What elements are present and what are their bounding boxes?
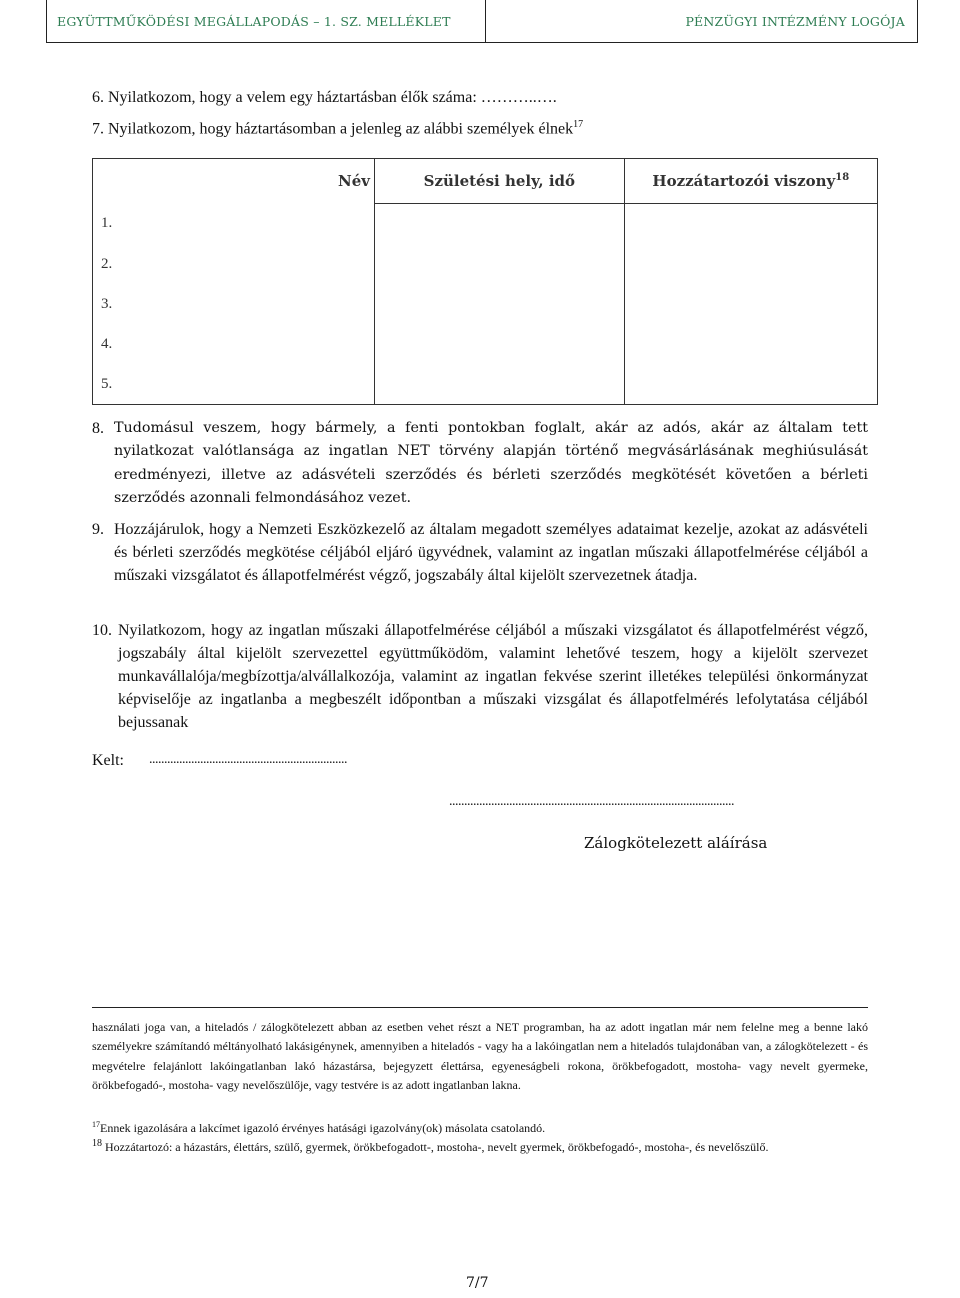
item-text: Nyilatkozom, hogy az ingatlan műszaki állapotfelmérése céljából a műszaki vizsgálatot és állapotfelmérést végző, jogszabály által kijelölt szervezettel együttműködöm, valamint lehetővé teszem, hogy a kijelölt szervezet munkavállalója/megbízottja/alvállalkozója, valamint az ingatlan fekvése szerint illetékes települési önkormányzat képviselője az ingatlanba a megbeszélt időpontban a műszaki vizsgálat és állapotfelmérés lefolytatása céljából bejussanak xyxy=(118,622,868,731)
item-8 xyxy=(92,417,868,510)
date-line: .................................................................. xyxy=(149,752,347,767)
birth-cell xyxy=(375,364,625,405)
table-row xyxy=(93,364,878,405)
table-row xyxy=(93,324,878,364)
table-row xyxy=(93,204,878,245)
header-logo-placeholder: PÉNZÜGYI INTÉZMÉNY LOGÓJA xyxy=(685,13,905,29)
footnote-ref-18: 18 xyxy=(835,172,850,183)
relation-cell xyxy=(624,284,877,324)
footnote-17-number: 17 xyxy=(92,1120,100,1129)
table-row xyxy=(93,244,878,284)
item-text: Hozzájárulok, hogy a Nemzeti Eszközkezelő az általam megadott személyes adataimat kezelje, azokat az adásvételi és bérleti szerződés megkötése céljából eljáró ügyvédnek, valamint az ingatlan műszaki állapotfelmérése céljából a műszaki vizsgálatot és állapotfelmérést végző, jogszabály által kijelölt szervezetnek átadja. xyxy=(114,521,868,584)
page-header xyxy=(46,0,918,43)
relation-cell xyxy=(624,244,877,284)
footnote-17-text: Ennek igazolására a lakcímet igazoló érvényes hatásági igazolvány(ok) másolata csatolandó. xyxy=(100,1121,546,1135)
item-9 xyxy=(92,518,868,587)
date-label: Kelt: xyxy=(92,752,124,769)
relation-cell xyxy=(624,364,877,405)
household-table xyxy=(92,158,878,405)
column-header-name: Név xyxy=(93,159,375,204)
footnote-separator xyxy=(92,1007,868,1008)
footnote-continuation: használati joga van, a hiteladós / zálogkötelezett abban az esetben vehet részt a NET programban, ha az adott ingatlan már nem felelne meg a benne lakó személyekre számítandó méltányolható lakásigénynek, amennyiben a hiteladós - vagy ha a lakóingatlan nem a hiteladós tulajdonában van, a zálogkötelezett - és megvételre felajánlott lakóingatlanban lakó házastársa, bejegyzett élettársa, egyeneságbeli rokona, örökbefogadott, mostoha- vagy nevelt gyermeke, örökbefogadó-, mostoha- vagy nevelőszülője, vagy testvére is az adott ingatlanban lakna. xyxy=(92,1020,868,1092)
column-header-relation xyxy=(624,159,877,204)
item-number: 9. xyxy=(92,521,104,538)
signature-line: ............................................................................................... xyxy=(449,794,734,809)
statement-7 xyxy=(92,119,583,138)
item-text: Tudomásul veszem, hogy bármely, a fenti pontokban foglalt, akár az adós, akár az általam tett nyilatkozat valótlansága az ingatlan NET törvény alapján történő megvásárlásának meghiúsulását eredményezi, illetve az adásvételi szerződés és bérleti szerződés megkötését követően a bérleti szerződés azonnali felmondásához vezet. xyxy=(114,420,868,506)
footnote-18-number: 18 xyxy=(92,1138,102,1149)
item-number: 8. xyxy=(92,420,104,437)
page-number: 7/7 xyxy=(466,1275,489,1291)
relation-header-text: Hozzátartozói viszony xyxy=(652,172,836,190)
table-header-row xyxy=(93,159,878,204)
relation-cell xyxy=(624,324,877,364)
relation-cell xyxy=(624,204,877,245)
statement-7-text: 7. Nyilatkozom, hogy háztartásomban a jelenleg az alábbi személyek élnek xyxy=(92,120,574,138)
footnote-18 xyxy=(92,1134,868,1157)
row-number: 5. xyxy=(93,364,375,405)
row-number: 4. xyxy=(93,324,375,364)
birth-cell xyxy=(375,244,625,284)
statement-6: 6. Nyilatkozom, hogy a velem egy háztartásban élők száma: ………..…. xyxy=(92,89,557,106)
birth-cell xyxy=(375,324,625,364)
birth-cell xyxy=(375,284,625,324)
row-number: 1. xyxy=(93,204,375,245)
row-number: 2. xyxy=(93,244,375,284)
birth-cell xyxy=(375,204,625,245)
item-10 xyxy=(92,619,868,734)
column-header-birth: Születési hely, idő xyxy=(375,159,625,204)
row-number: 3. xyxy=(93,284,375,324)
header-title: EGYÜTTMŰKÖDÉSI MEGÁLLAPODÁS – 1. SZ. MELLÉKLET xyxy=(47,0,486,42)
signature-label: Zálogkötelezett aláírása xyxy=(584,834,768,852)
table-row xyxy=(93,284,878,324)
footnote-ref-17: 17 xyxy=(573,119,584,130)
footnote-18-text: Hozzátartozó: a házastárs, élettárs, szülő, gyermek, örökbefogadott-, mostoha-, nevelt gyermek, örökbefogadó-, mostoha-, és nevelőszülő. xyxy=(105,1140,769,1154)
item-number: 10. xyxy=(92,622,112,639)
